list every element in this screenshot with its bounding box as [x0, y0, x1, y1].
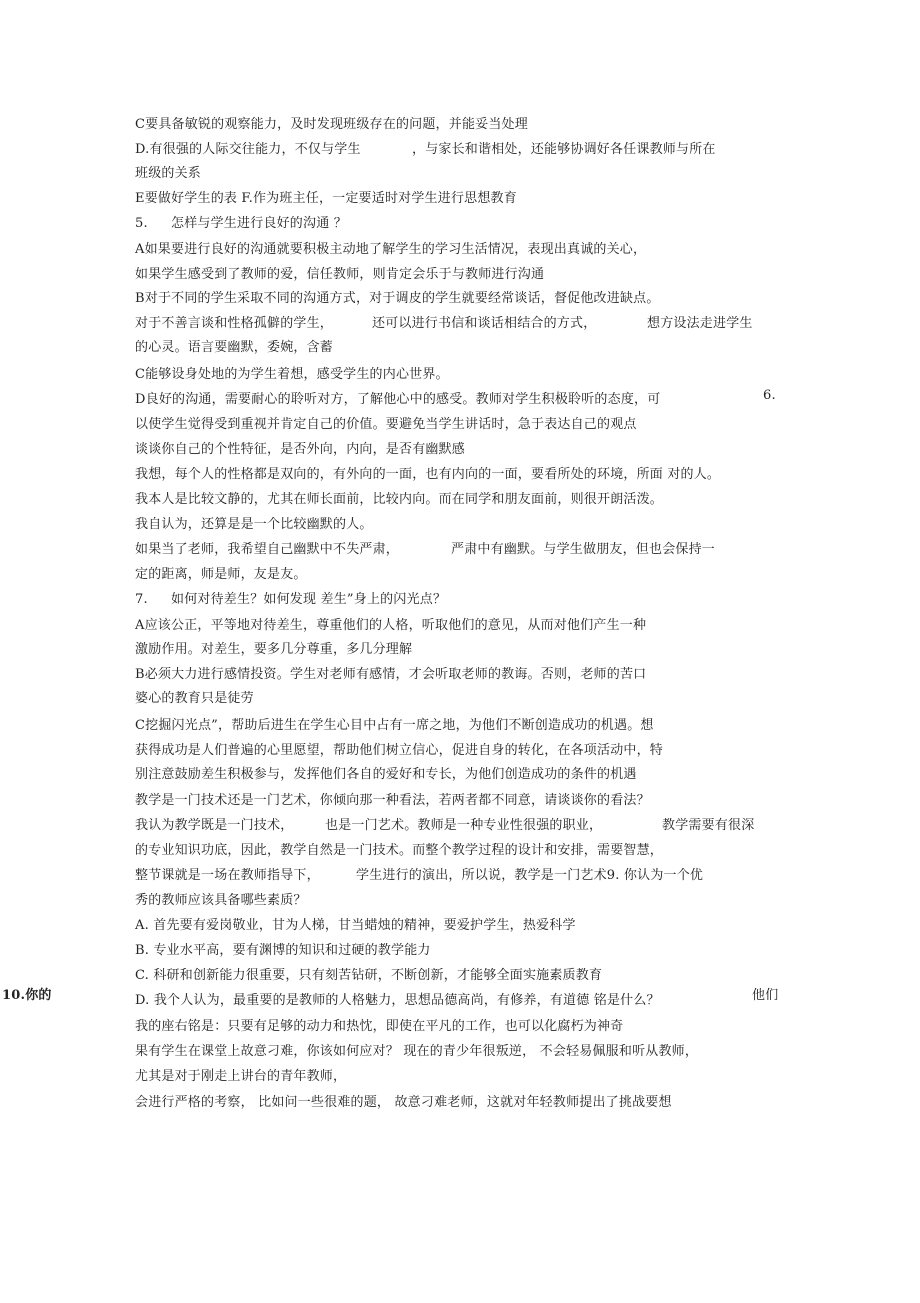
text-line: 的心灵。语言要幽默，委婉，含蓄: [135, 340, 334, 355]
text-line: 我自认为，还算是是一个比较幽默的人。: [135, 517, 373, 532]
text-line: 我本人是比较文静的，尤其在师长面前，比较内向。而在同学和朋友面前，则很开朗活泼。: [135, 492, 664, 507]
text-line: 尤其是对于刚走上讲台的青年教师，: [135, 1069, 347, 1084]
text-line: C要具备敏锐的观察能力，及时发现班级存在的问题，并能妥当处理: [135, 117, 528, 132]
text-line: 如果学生感受到了教师的爱，信任教师，则肯定会乐于与教师进行沟通: [135, 267, 545, 282]
text-line: ，与家长和谐相处，还能够协调好各任课教师与所在: [412, 142, 716, 157]
text-line: 整节课就是一场在教师指导下，: [135, 868, 320, 883]
text-line: 定的距离，师是师，友是友。: [135, 567, 307, 582]
text-line: D. 我个人认为，最重要的是教师的人格魅力，思想品德高尚，有修养，有道德 铭是什么？: [135, 993, 660, 1008]
text-line: D.有很强的人际交往能力，不仅与学生: [135, 142, 361, 157]
text-line: 秀的教师应该具备哪些素质？: [135, 893, 307, 908]
text-line: 激励作用。对差生，要多几分尊重，多几分理解: [135, 642, 413, 657]
text-line: C. 科研和创新能力很重要，只有刻苦钻研，不断创新，才能够全面实施素质教育: [135, 968, 603, 983]
text-line: A应该公正，平等地对待差生，尊重他们的人格，听取他们的意见，从而对他们产生一种: [135, 618, 647, 633]
text-line: A如果要进行良好的沟通就要积极主动地了解学生的学习生活情况，表现出真诚的关心，: [135, 242, 647, 257]
text-line: C挖掘闪光点”，帮助后进生在学生心目中占有一席之地，为他们不断创造成功的机遇。想: [135, 718, 654, 733]
text-line: 对于不善言谈和性格孤僻的学生，: [135, 316, 334, 331]
question-number: 7.: [135, 592, 148, 607]
text-line: B. 专业水平高，要有渊博的知识和过硬的教学能力: [135, 943, 431, 958]
text-line: 也是一门艺术。教师是一种专业性很强的职业，: [325, 818, 603, 833]
text-line: 婆心的教育只是徒劳: [135, 691, 254, 706]
text-line: 严肃中有幽默。与学生做朋友，但也会保持一: [451, 542, 716, 557]
text-line: 以使学生觉得受到重视并肯定自己的价值。要避免当学生讲话时，急于表达自己的观点: [135, 417, 637, 432]
text-line: D良好的沟通，需要耐心的聆听对方，了解他心中的感受。教师对学生积极聆听的态度，可: [135, 392, 661, 407]
text-line: B对于不同的学生采取不同的沟通方式，对于调皮的学生就要经常谈话，督促他改进缺点。: [135, 291, 660, 306]
text-line: 班级的关系: [135, 166, 202, 181]
text-line: 的专业知识功底，因此，教学自然是一门技术。而整个教学过程的设计和安排，需要智慧，: [135, 843, 664, 858]
text-line: 获得成功是人们普遍的心里愿望，帮助他们树立信心，促进自身的转化，在各项活动中，特: [135, 743, 664, 758]
question-heading: 谈谈你自己的个性特征，是否外向，内向，是否有幽默感: [135, 442, 466, 457]
text-line: A. 首先要有爱岗敬业，甘为人梯，甘当蜡烛的精神，要爱护学生，热爱科学: [135, 918, 576, 933]
text-line: C能够设身处地的为学生着想，感受学生的内心世界。: [135, 367, 449, 382]
text-line: 还可以进行书信和谈话相结合的方式，: [372, 316, 597, 331]
text-line: 想方设法走进学生: [647, 316, 753, 331]
text-line: 教学需要有很深: [662, 818, 755, 833]
text-line: 他们: [752, 988, 779, 1003]
question-number: 6.: [763, 388, 776, 403]
text-line: 果有学生在课堂上故意刁难，你该如何应对？ 现在的青少年很叛逆， 不会轻易佩服和听从教师，: [135, 1044, 699, 1059]
text-line: B必须大力进行感情投资。学生对老师有感情，才会听取老师的教诲。否则，老师的苦口: [135, 667, 647, 682]
question-number: 5.: [135, 216, 148, 231]
text-line: 如果当了老师，我希望自己幽默中不失严肃，: [135, 542, 400, 557]
text-line: 我认为教学既是一门技术，: [135, 818, 294, 833]
text-line: 我的座右铭是：只要有足够的动力和热忱，即使在平凡的工作，也可以化腐朽为神奇: [135, 1019, 624, 1034]
question-heading: 怎样与学生进行良好的沟通 ？: [171, 216, 347, 231]
text-line: 会进行严格的考察， 比如问一些很难的题， 故意刁难老师，这就对年轻教师提出了挑战要想: [135, 1095, 672, 1110]
text-line: 我想，每个人的性格都是双向的，有外向的一面，也有内向的一面，要看所处的环境，所面 对的人。: [135, 467, 721, 482]
text-line: E要做好学生的表 F.作为班主任，一定要适时对学生进行思想教育: [135, 191, 517, 206]
question-heading: 如何对待差生？如何发现 差生”身上的闪光点？: [171, 592, 447, 607]
question-number: 10.你的: [2, 988, 52, 1003]
text-line: 学生进行的演出，所以说，教学是一门艺术9. 你认为一个优: [356, 868, 704, 883]
question-heading: 教学是一门技术还是一门艺术，你倾向那一种看法，若两者都不同意，请谈谈你的看法？: [135, 793, 650, 808]
text-line: 别注意鼓励差生积极参与，发挥他们各自的爱好和专长，为他们创造成功的条件的机遇: [135, 767, 637, 782]
